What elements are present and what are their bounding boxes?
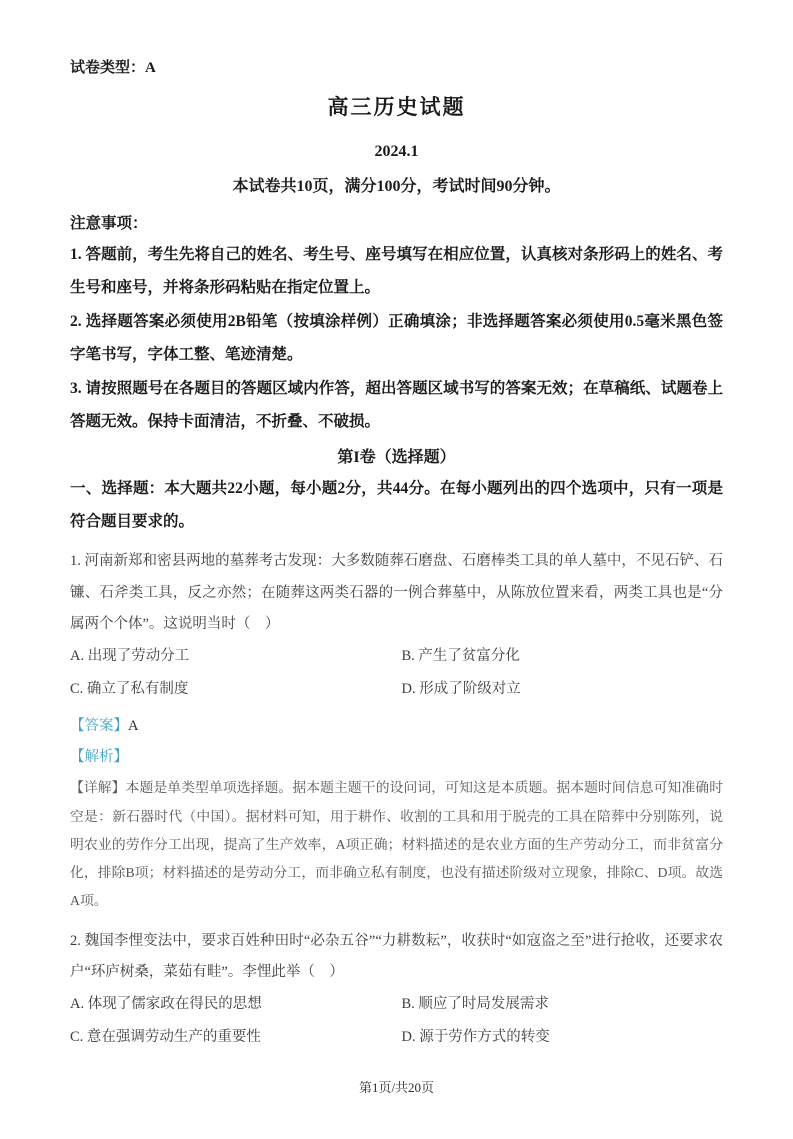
question-stem: 1. 河南新郑和密县两地的墓葬考古发现：大多数随葬石磨盘、石磨棒类工具的单人墓中，不见石铲、石镰、石斧类工具，反之亦然；在随葬这两类石器的一例合葬墓中，从陈放位置来看，两类工具也是“分属两个个体”。这说明当时（ ） xyxy=(70,553,723,632)
question-options xyxy=(70,640,723,707)
option: C. 确立了私有制度 xyxy=(70,681,189,698)
option: C. 意在强调劳动生产的重要性 xyxy=(70,1029,261,1046)
answer-value: A xyxy=(128,717,139,734)
exam-info: 本试卷共10页，满分100分，考试时间90分钟。 xyxy=(232,178,561,195)
exam-date: 2024.1 xyxy=(374,143,419,160)
paper-type: 试卷类型：A xyxy=(70,60,156,76)
analysis-line xyxy=(70,742,723,774)
notice-item: 1. 答题前，考生先将自己的姓名、考生号、座号填写在相应位置，认真核对条形码上的姓名、考生号和座号，并将条形码粘贴在指定位置上。 xyxy=(70,246,723,296)
notice-title: 注意事项： xyxy=(70,215,148,232)
section-title: 第I卷（选择题） xyxy=(337,449,456,467)
answer-label: 【答案】 xyxy=(70,717,128,734)
analysis-label: 【解析】 xyxy=(70,749,128,766)
answer-line xyxy=(70,711,723,743)
detail-text: 【详解】本题是单类型单项选择题。据本题主题干的设问词，可知这是本质题。据本题时间信息可知准确时空是：新石器时代（中国）。据材料可知，用于耕作、收割的工具和用于脱壳的工具在陪葬中分别陈列，说明农业的劳作分工出现，提高了生产效率，A项正确；材料描述的是农业方面的生产劳动分工，而非贫富分化，排除B项；材料描述的是劳动分工，而非确立私有制度，也没有描述阶级对立现象，排除C、D项。故选A项。 xyxy=(70,780,723,909)
option: D. 形成了阶级对立 xyxy=(401,681,521,698)
option: B. 顺应了时局发展需求 xyxy=(401,996,549,1013)
notice-item: 2. 选择题答案必须使用2B铅笔（按填涂样例）正确填涂；非选择题答案必须使用0.5毫米黑色签字笔书写，字体工整、笔迹清楚。 xyxy=(70,313,723,363)
option: B. 产生了贫富分化 xyxy=(401,647,520,664)
page-footer: 第1页/共20页 xyxy=(358,1080,435,1095)
section-intro: 一、选择题：本大题共22小题，每小题2分，共44分。在每小题列出的四个选项中，只有一项是符合题目要求的。 xyxy=(70,480,723,530)
notice-item: 3. 请按照题号在各题目的答题区域内作答，超出答题区域书写的答案无效；在草稿纸、试题卷上答题无效。保持卡面清洁，不折叠、不破损。 xyxy=(70,380,723,430)
option: A. 体现了儒家政在得民的思想 xyxy=(70,996,262,1013)
option: D. 源于劳作方式的转变 xyxy=(401,1029,550,1046)
page-title: 高三历史试题 xyxy=(327,95,466,119)
question-block xyxy=(70,926,723,1055)
question-stem: 2. 魏国李悝变法中，要求百姓种田时“必杂五谷”“力耕数耘”，收获时“如寇盗之至”进行抢收，还要求农户“环庐树桑，菜茹有畦”。李悝此举（ ） xyxy=(70,932,723,980)
question-block xyxy=(70,546,723,915)
option: A. 出现了劳动分工 xyxy=(70,647,190,664)
question-options xyxy=(70,988,723,1055)
